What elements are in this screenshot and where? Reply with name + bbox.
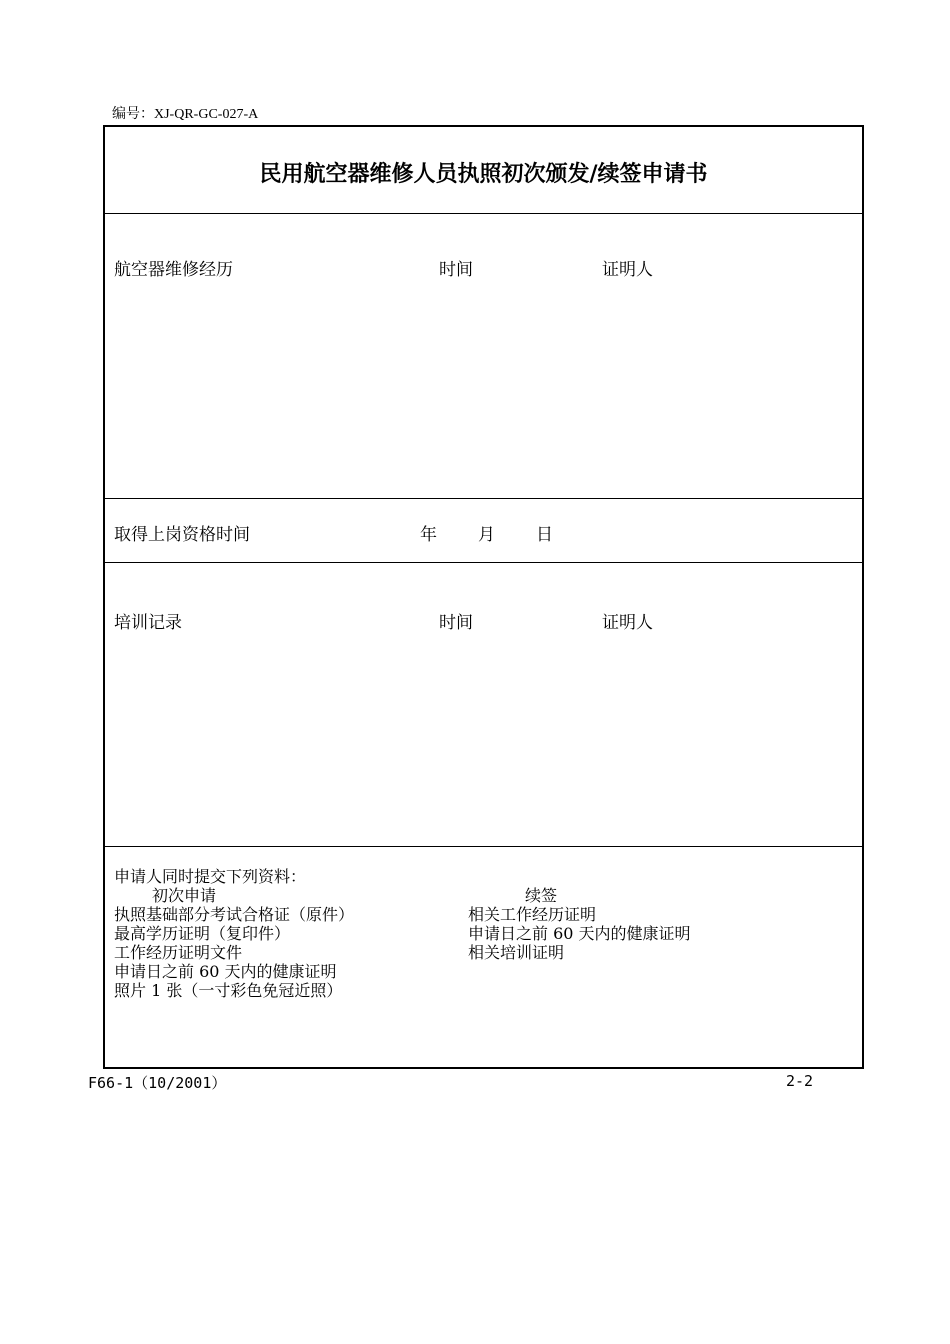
renewal-heading: 续签: [525, 886, 558, 905]
initial-item: 申请日之前 60 天内的健康证明: [114, 962, 337, 981]
form-title: 民用航空器维修人员执照初次颁发/续签申请书: [259, 162, 708, 187]
renewal-item: 相关培训证明: [468, 943, 565, 962]
page-number: 2-2: [786, 1072, 814, 1090]
qualification-label: 取得上岗资格时间: [114, 525, 250, 545]
initial-item: 执照基础部分考试合格证（原件）: [114, 905, 355, 924]
divider-qualification: [105, 562, 862, 563]
initial-item: 照片 1 张（一寸彩色免冠近照）: [114, 981, 343, 1000]
document-code: 编号：XJ-QR-GC-027-A: [112, 107, 259, 122]
experience-time-header: 时间: [439, 260, 473, 280]
divider-title: [105, 213, 862, 214]
renewal-item: 相关工作经历证明: [468, 905, 597, 924]
qualification-day: 日: [536, 525, 553, 545]
divider-training: [105, 846, 862, 847]
application-form: [103, 125, 864, 1069]
initial-item: 工作经历证明文件: [114, 943, 243, 962]
experience-label: 航空器维修经历: [114, 260, 233, 280]
training-witness-header: 证明人: [602, 613, 653, 633]
training-time-header: 时间: [439, 613, 473, 633]
experience-witness-header: 证明人: [602, 260, 653, 280]
materials-heading: 申请人同时提交下列资料：: [114, 867, 307, 886]
qualification-year: 年: [420, 525, 437, 545]
qualification-month: 月: [478, 525, 495, 545]
renewal-item: 申请日之前 60 天内的健康证明: [468, 924, 691, 943]
initial-application-heading: 初次申请: [152, 886, 217, 905]
training-label: 培训记录: [114, 613, 182, 633]
initial-item: 最高学历证明（复印件）: [114, 924, 291, 943]
divider-experience: [105, 498, 862, 499]
form-code: F66-1（10/2001）: [88, 1074, 227, 1092]
